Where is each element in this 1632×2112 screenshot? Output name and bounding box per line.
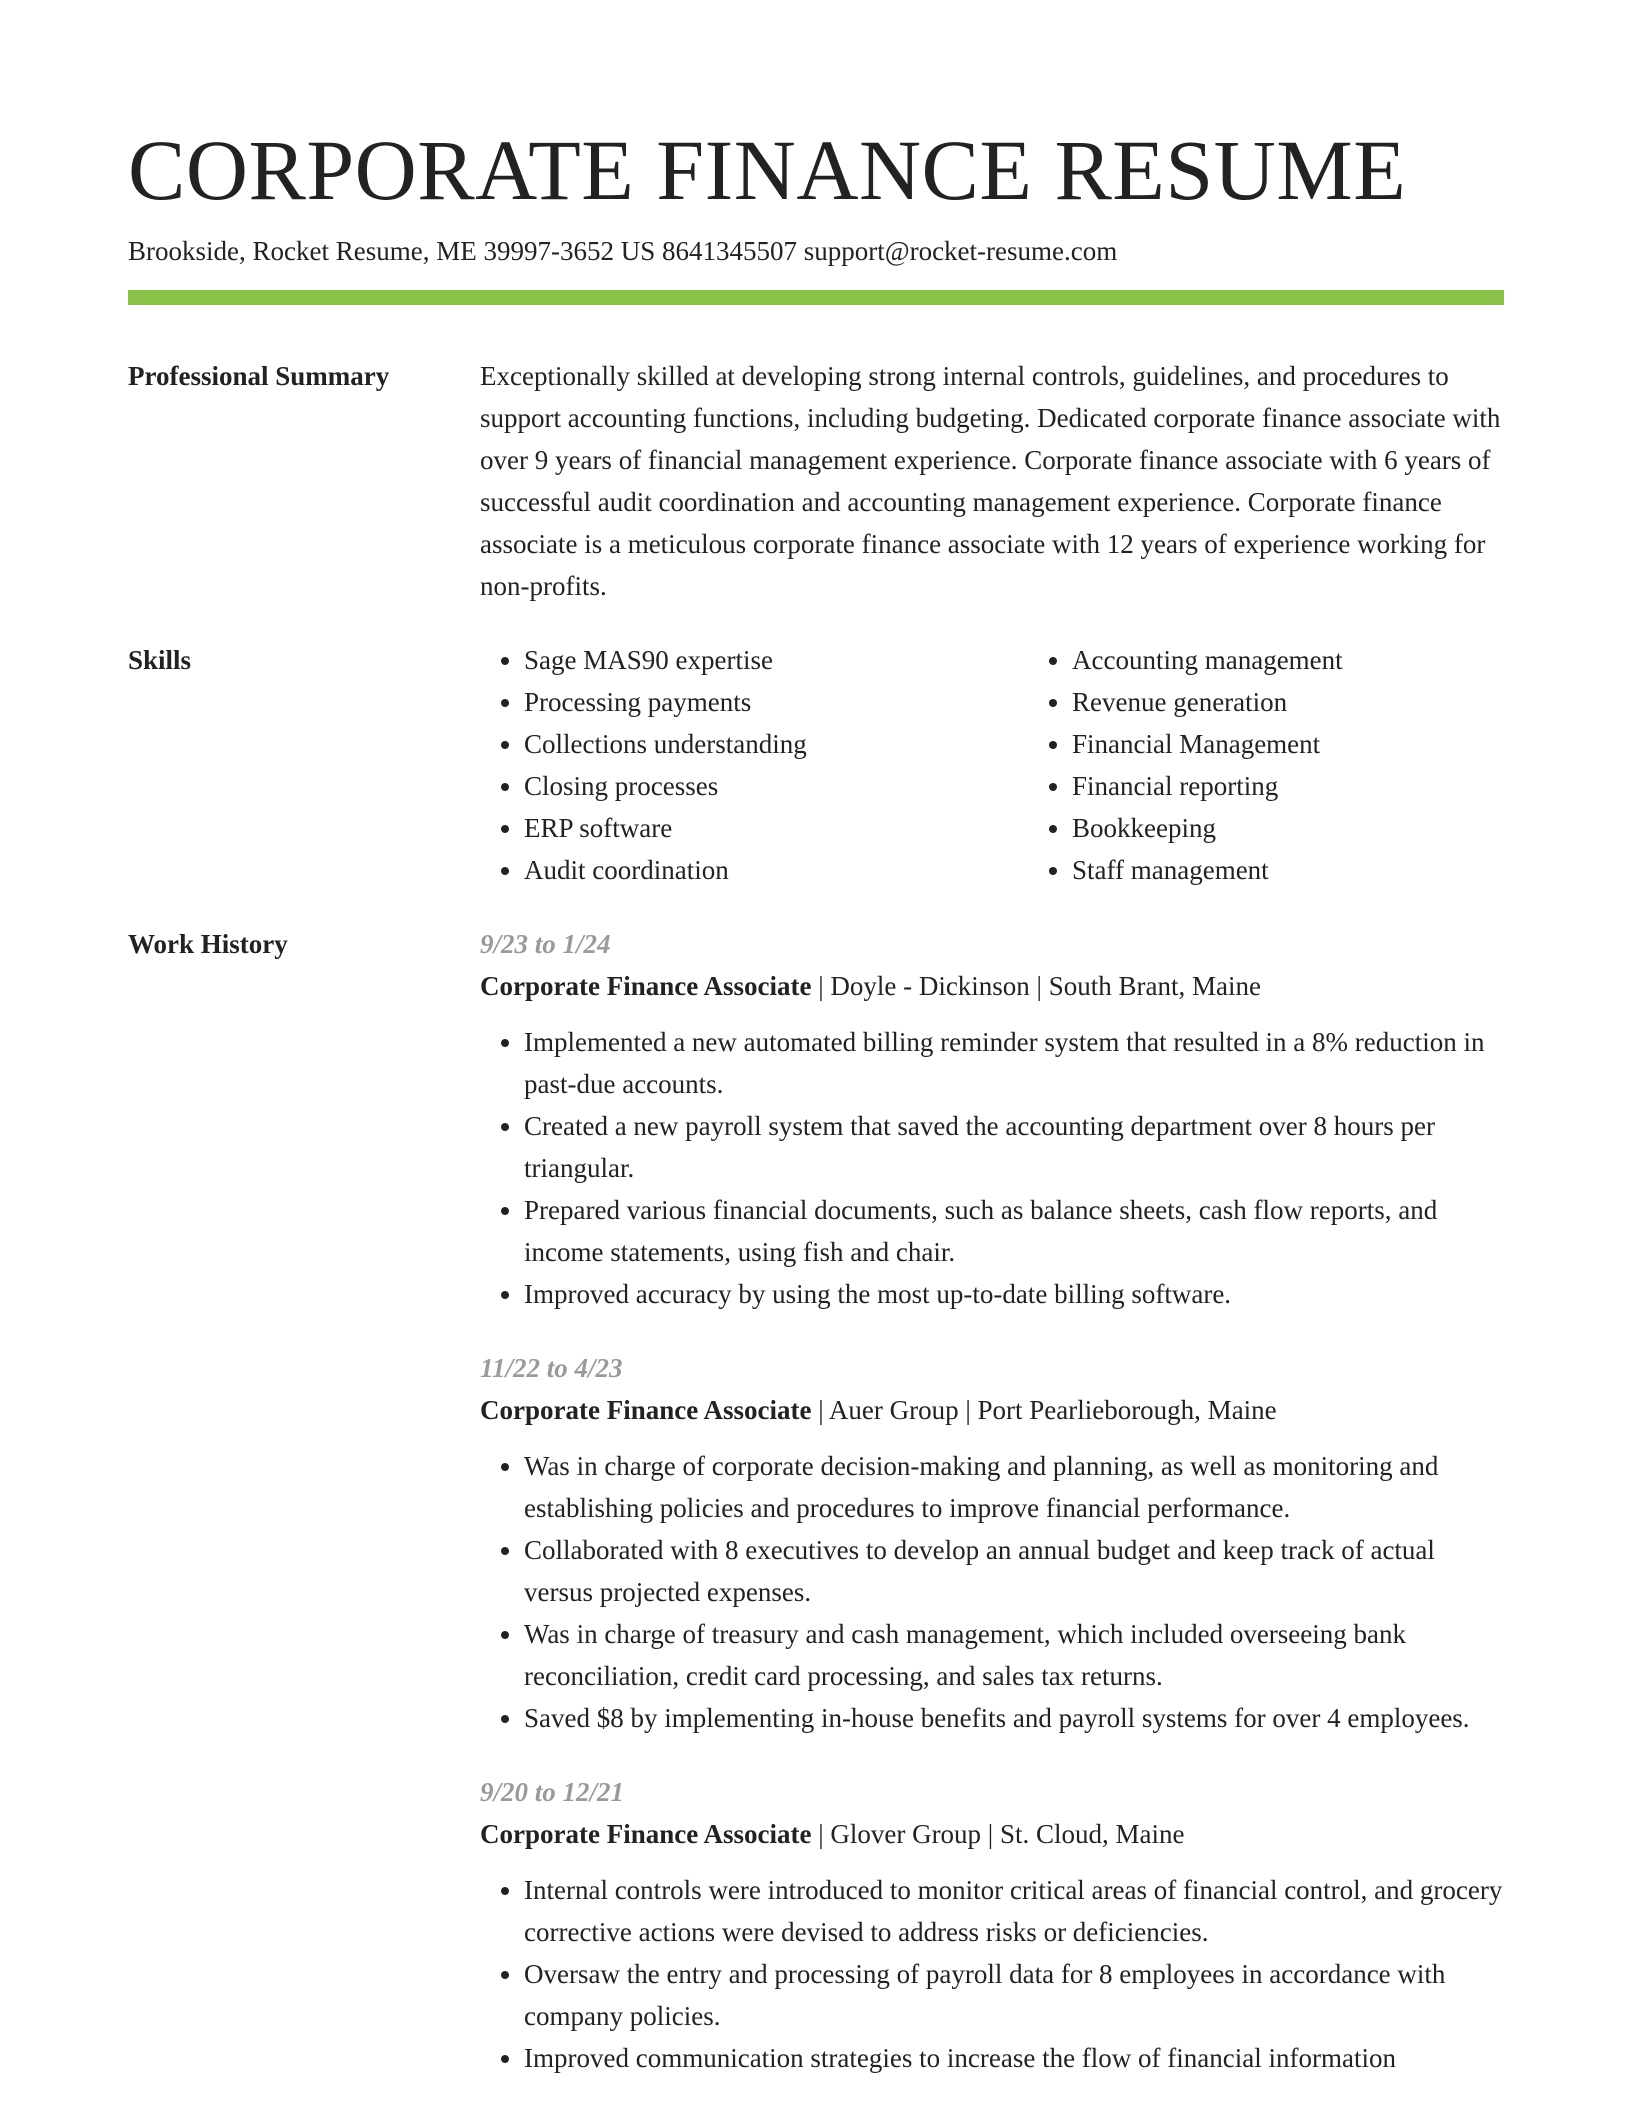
skill-item: • Processing payments [524,681,1028,723]
job-details: | Doyle - Dickinson | South Brant, Maine [811,971,1261,1001]
skill-item: • Accounting management [1072,639,1576,681]
summary-section [128,355,1504,607]
job-details: | Glover Group | St. Cloud, Maine [811,1819,1185,1849]
job-details: | Auer Group | Port Pearlieborough, Maine [811,1395,1277,1425]
resume-page [128,0,1504,2111]
resume-title: CORPORATE FINANCE RESUME [128,122,1407,218]
summary-text: Exceptionally skilled at developing strong internal controls, guidelines, and procedures to support accounting functions, including budgeting. Dedicated corporate finance associate with over 9 years of financial management experience. Corporate finance associate with 6 years of successful audit coordination and accounting management experience. Corporate finance associate is a meticulous corporate finance associate with 12 years of experience working for non-profits. [480,361,1501,601]
skill-item: • Staff management [1072,849,1576,891]
job-bullets [480,1021,1504,1315]
skill-item: • Closing processes [524,765,1028,807]
job-bullet: • Was in charge of corporate decision-making and planning, as well as monitoring and establishing policies and procedures to improve financial performance. [524,1445,1504,1529]
job-bullet: • Improved accuracy by using the most up-to-date billing software. [524,1273,1504,1315]
job-bullets [480,1869,1504,2079]
section-label-work-history: Work History [128,929,288,959]
job-bullet: • Internal controls were introduced to monitor critical areas of financial control, and grocery corrective actions were devised to address risks or deficiencies. [524,1869,1504,1953]
job-bullet: • Implemented a new automated billing reminder system that resulted in a 8% reduction in past-due accounts. [524,1021,1504,1105]
job-bullet: • Prepared various financial documents, such as balance sheets, cash flow reports, and income statements, using fish and chair. [524,1189,1504,1273]
job-entry [480,1771,1504,2079]
job-title: Corporate Finance Associate [480,1395,812,1425]
skills-list-left [480,639,1028,891]
job-heading [480,1389,1504,1431]
job-entry [480,923,1504,1315]
section-label-skills: Skills [128,645,192,675]
job-dates: 9/20 to 12/21 [480,1777,625,1807]
skill-item: • Audit coordination [524,849,1028,891]
job-title: Corporate Finance Associate [480,971,812,1001]
job-bullet: • Created a new payroll system that saved the accounting department over 8 hours per triangular. [524,1105,1504,1189]
job-bullet: • Oversaw the entry and processing of payroll data for 8 employees in accordance with company policies. [524,1953,1504,2037]
skills-section [128,639,1504,891]
job-heading [480,1813,1504,1855]
accent-divider [128,290,1504,305]
section-label-summary: Professional Summary [128,361,390,391]
job-dates: 11/22 to 4/23 [480,1353,623,1383]
job-heading [480,965,1504,1007]
job-bullet: • Collaborated with 8 executives to develop an annual budget and keep track of actual versus projected expenses. [524,1529,1504,1613]
skill-item: • Collections understanding [524,723,1028,765]
job-entry [480,1347,1504,1739]
skill-item: • Revenue generation [1072,681,1576,723]
skill-item: • Sage MAS90 expertise [524,639,1028,681]
skills-columns [480,639,1576,891]
skill-item: • ERP software [524,807,1028,849]
work-history-content [480,923,1504,2111]
skill-item: • Bookkeeping [1072,807,1576,849]
skill-item: • Financial Management [1072,723,1576,765]
job-bullet: • Improved communication strategies to increase the flow of financial information [524,2037,1504,2079]
job-bullets [480,1445,1504,1739]
skill-item: • Financial reporting [1072,765,1576,807]
job-title: Corporate Finance Associate [480,1819,812,1849]
skills-list-right [1028,639,1576,891]
job-bullet: • Was in charge of treasury and cash management, which included overseeing bank reconciliation, credit card processing, and sales tax returns. [524,1613,1504,1697]
contact-line: Brookside, Rocket Resume, ME 39997-3652 US 8641345507 support@rocket-resume.com [128,236,1118,266]
job-bullet: • Saved $8 by implementing in-house benefits and payroll systems for over 4 employees. [524,1697,1504,1739]
job-dates: 9/23 to 1/24 [480,929,611,959]
work-history-section [128,923,1504,2111]
